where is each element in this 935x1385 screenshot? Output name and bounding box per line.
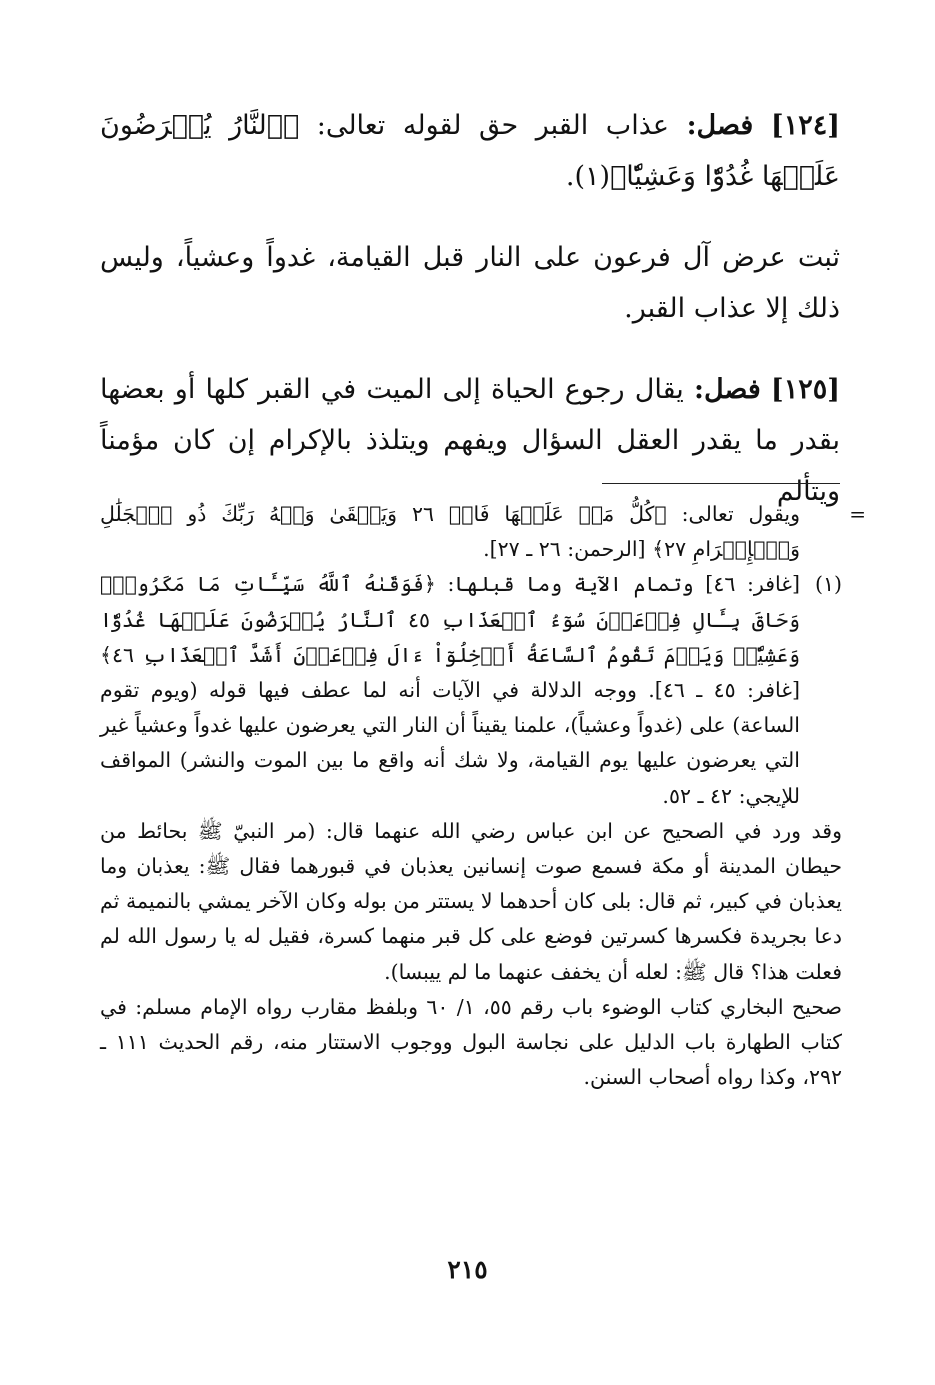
footnote-paragraph-sources: صحيح البخاري كتاب الوضوء باب رقم ٥٥، ١/ ٦٠ وبلفظ مقارب رواه الإمام مسلم: في كتاب الطهارة باب الدليل على نجاسة البول ووجوب الاستتار منه، رقم الحديث ١١١ ـ ٢٩٢، وكذا رواه أصحاب السنن. bbox=[100, 994, 842, 1090]
section-number: [١٢٤] bbox=[770, 110, 840, 141]
footnote-continuation bbox=[100, 497, 866, 567]
footnotes bbox=[100, 497, 866, 1095]
footnote-1 bbox=[100, 567, 842, 813]
section-label: فصل: bbox=[693, 374, 761, 405]
page-number: ٢١٥ bbox=[447, 1255, 488, 1284]
section-number: [١٢٥] bbox=[770, 374, 840, 405]
paragraph-explanation: ثبت عرض آل فرعون على النار قبل القيامة، غدواً وعشياً، وليس ذلك إلا عذاب القبر. bbox=[100, 242, 840, 324]
section-text: يقال رجوع الحياة إلى الميت في القبر كلها أو بعضها بقدر ما يقدر العقل السؤال ويفهم ويتلذذ بالإكرام إن كان مؤمناً ويتألم bbox=[100, 374, 841, 507]
footnote-separator bbox=[602, 483, 840, 484]
section-text: عذاب القبر حق لقوله تعالى: ﴿ٱلنَّارُ يُعۡرَضُونَ عَلَيۡهَا غُدُوّٗا وَعَشِيّٗا﴾(١). bbox=[100, 110, 840, 192]
continuation-mark: = bbox=[849, 502, 866, 526]
footnote-1-text: [غافر: ٤٦] وتمام الآية وما قبلها: ﴿فَوَقَىٰهُ ٱللَّهُ سَيِّـَٔاتِ مَا مَكَرُواْۖ وَحَاقَ بِـَٔالِ فِرۡعَوۡنَ سُوٓءُ ٱلۡعَذَابِ ٤٥ ٱلنَّارُ يُعۡرَضُونَ عَلَيۡهَا غُدُوّٗا وَعَشِيّٗاۚ وَيَوۡمَ تَقُومُ ٱلسَّاعَةُ أَدۡخِلُوٓاْ ءَالَ فِرۡعَوۡنَ أَشَدَّ ٱلۡعَذَابِ ٤٦﴾ [غافر: ٤٥ ـ ٤٦]. ووجه الدلالة في الآيات أنه لما عطف فيها قوله (ويوم تقوم الساعة) على (غدواً وعشياً)، علمنا يقيناً أن النار التي يعرضون عليها غدواً وعشياً غير التي يعرضون عليها يوم القيامة، ولا شك أنه واقع ما بين الموت والنشر) المواقف للإيجي: ٤٢ ـ ٥٢. bbox=[100, 572, 800, 808]
section-125 bbox=[100, 364, 840, 517]
section-label: فصل: bbox=[686, 110, 754, 141]
main-text bbox=[100, 100, 840, 517]
footnote-number: (١) bbox=[814, 572, 842, 597]
footnote-paragraph-hadith: وقد ورد في الصحيح عن ابن عباس رضي الله عنهما قال: (مر النبيّ ﷺ بحائط من حيطان المدينة أو مكة فسمع صوت إنسانين يعذبان في قبورهما فقال ﷺ: يعذبان وما يعذبان في كبير، ثم قال: بلى كان أحدهما لا يستتر من بوله وكان الآخر يمشي بالنميمة ثم دعا بجريدة فكسرها كسرتين فوضع على كل قبر منهما كسرة، فقيل له يا رسول الله لم فعلت هذا؟ قال ﷺ: لعله أن يخفف عنهما ما لم ييبسا). bbox=[100, 818, 842, 984]
section-124 bbox=[100, 100, 840, 202]
footnote-continuation-text: ويقول تعالى: ﴿كُلُّ مَنۡ عَلَيۡهَا فَانٖ ٢٦ وَيَبۡقَىٰ وَجۡهُ رَبِّكَ ذُو ٱلۡجَلَٰلِ وَٱلۡإِكۡرَامِ ٢٧﴾ [الرحمن: ٢٦ ـ ٢٧]. bbox=[100, 502, 801, 562]
